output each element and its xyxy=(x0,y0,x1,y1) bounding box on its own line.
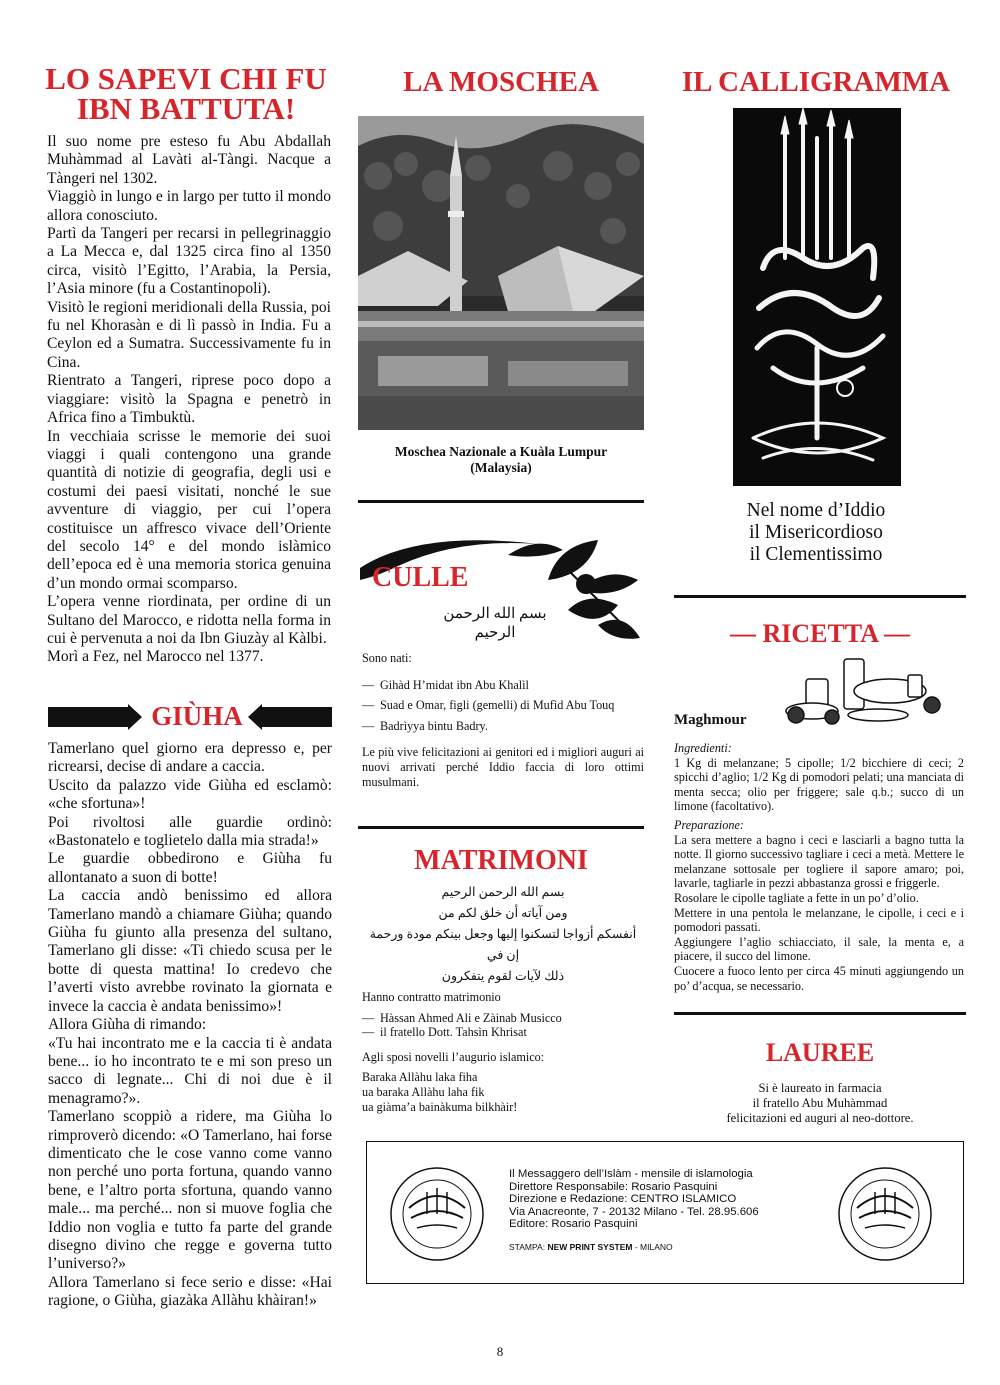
paragraph: Poi rivoltosi alle guardie ordinò: «Bastonatelo e toglietelo dalla mia strada!» xyxy=(48,813,332,850)
culle-arabic: بسم الله الرحمن الرحيم xyxy=(443,606,547,641)
banner-bar-right xyxy=(262,707,332,727)
ingredienti-text: 1 Kg di melanzane; 5 cipolle; 1/2 bicchiere di ceci; 2 spicchi d’aglio; 1/2 Kg di pomodori pelati; una manciata di menta secca; olio per friggere; sale q.b.; succo di un limone (facoltativo). xyxy=(674,755,964,814)
paragraph: Morì a Fez, nel Marocco nel 1377. xyxy=(47,648,264,666)
paragraph: Rientrato a Tangeri, riprese poco dopo a viaggiare: visitò la Spagna e penetrò in Africa fino a Timbuktù. xyxy=(47,372,331,427)
seal-icon xyxy=(387,1164,487,1264)
banner-arrow-right xyxy=(248,704,262,730)
culle-list xyxy=(362,678,644,734)
mosque-photo xyxy=(358,116,644,430)
calligramma-title: IL CALLIGRAMMA xyxy=(681,66,951,98)
calligramma-caption: Nel nome d’Iddio il Misericordioso il Clementissimo xyxy=(746,500,886,565)
giuha-text xyxy=(48,740,332,1311)
calligraphy-icon xyxy=(733,108,901,486)
giuha-title: GIÙHA xyxy=(151,701,243,731)
lauree-body: Si è laureato in farmacia il fratello Abu Muhàmmad felicitazioni ed auguri al neo-dottore. xyxy=(726,1081,914,1125)
divider xyxy=(674,595,966,598)
divider xyxy=(358,826,644,829)
stampa-line: STAMPA: NEW PRINT SYSTEM - MILANO xyxy=(509,1241,673,1252)
list-item: — Gihàd H’midat ibn Abu Khalìl xyxy=(362,677,529,692)
divider xyxy=(358,500,644,503)
culle-title: CULLE xyxy=(372,562,469,593)
ricetta-title: — RICETTA — xyxy=(729,619,911,648)
paragraph: Allora Tamerlano si fece serio e disse: «Hai ragione, o Giùha, giazàka Allàhu khàiran!» xyxy=(48,1273,332,1310)
paragraph: Le guardie obbedirono e Giùha fu allontanato a suon di botte! xyxy=(48,850,332,886)
matrimoni-body xyxy=(362,990,644,1114)
list-item: — Hàssan Ahmed Ali e Zàinab Musicco xyxy=(362,1010,562,1025)
calligram-image xyxy=(733,108,901,486)
colophon-box xyxy=(366,1141,964,1284)
colophon-text: Il Messaggero dell’Islàm - mensile di islamologia Direttore Responsabile: Rosario Pasquini Direzione e Redazione: CENTRO ISLAMICO Via Anacreonte, 7 - 20132 Milano - Tel. 28.95.606 Editore: Rosario Pasquini STAMPA: NEW PRINT SYSTEM - MILANO xyxy=(509,1168,839,1254)
list-item: — il fratello Dott. Tahsìn Khrisat xyxy=(362,1025,527,1040)
list-item: — Suad e Omar, figli (gemelli) di Mufìd Abu Touq xyxy=(362,698,615,713)
paragraph: Allora Giùha di rimando: xyxy=(48,1016,207,1034)
islamic-center-seal-left xyxy=(387,1164,487,1264)
ibn-battuta-title: LO SAPEVI CHI FU IBN BATTUTA! xyxy=(45,61,327,126)
preparazione-step: Aggiungere l’aglio schiacciato, il sale, la menta e, a piacere, il succo del limone. xyxy=(674,934,964,964)
ricetta-dish: Maghmour xyxy=(674,712,747,728)
giuha-banner xyxy=(48,701,332,731)
list-item: — Badrìyya bintu Badry. xyxy=(362,718,488,733)
paragraph: In vecchiaia scrisse le memorie dei suoi viaggi i quali contengono una grande quantità di notizie di geografia, degli usi e costumi dei paesi visitati, nonché le sue avventure di viaggio, per cui l’opera costituisce un affresco vivace dell’Oriente del secolo 14° e del mondo islàmico dell’epoca ed è una memoria storica genuina d’un mondo ormai scomparso. xyxy=(47,427,331,592)
paragraph: Partì da Tangeri per recarsi in pellegrinaggio a La Mecca e, dal 1325 circa fino al 1350 circa, visitò l’Egitto, l’Arabia, la Persia, l’Asia minore (fu a Costantinopoli). xyxy=(47,225,331,298)
paragraph: Viaggiò in lungo e in largo per tutto il mondo allora conosciuto. xyxy=(47,188,331,224)
islamic-center-seal-right xyxy=(835,1164,935,1264)
preparazione-label: Preparazione: xyxy=(674,817,744,832)
matrimoni-intro: Hanno contratto matrimonio xyxy=(362,990,501,1004)
paragraph: La caccia andò benissimo ed allora Tamerlano mandò a chiamare Giùha; quando Giùha fu giunto alla presenza del sultano, Tamerlano gli disse: «Ti chiedo scusa per le botte di questa mattina! Io credevo che l’averti visto avrebbe rovinato la giornata e invece la caccia è andata benissimo»! xyxy=(48,887,332,1015)
ingredienti-label: Ingredienti: xyxy=(674,741,732,755)
page-number: 8 xyxy=(496,1344,504,1359)
kitchenware-illustration xyxy=(782,655,944,727)
ricetta-body xyxy=(674,741,964,993)
banner-arrow-left xyxy=(128,704,142,730)
preparazione-step: La sera mettere a bagno i ceci e lasciarli a bagno tutta la notte. Il giorno successivo tagliare i ceci a metà. Mettere le melanzane sottosale per togliere il sapore amaro; poi, lavarle, tagliarle in pezzi abbastanza grossi e friggerle. xyxy=(674,832,964,891)
preparazione-step: Mettere in una pentola le melanzane, le cipolle, i ceci e i pomodori passati. xyxy=(674,905,964,935)
culle-body xyxy=(362,651,644,789)
paragraph: «Tu hai incontrato me e la caccia ti è andata bene... io ho incontrato te e mi son preso un sacco di legnate... Chi di noi due è il menagramo?». xyxy=(48,1034,332,1107)
moschea-caption: Moschea Nazionale a Kuàla Lumpur (Malaysia) xyxy=(394,444,608,475)
moschea-title: LA MOSCHEA xyxy=(403,66,599,98)
culle-intro: Sono nati: xyxy=(362,651,412,665)
paragraph: L’opera venne riordinata, per ordine di un Sultano del Marocco, e ridotta nella forma in cui è pervenuta a noi da Ibn Giuzày al Kàlbi. xyxy=(47,593,331,647)
matrimoni-title: MATRIMONI xyxy=(414,845,588,876)
paragraph: Visitò le regioni meridionali della Russia, poi fu nel Khorasàn e di lì passò in India. Fu a Ceylon ed a Sumatra. Successivamente fu in Cina. xyxy=(47,298,331,371)
mosque-illustration xyxy=(358,116,644,430)
matrimoni-blessing: Baraka Allàhu laka fiha ua baraka Allàhu laha fik ua giàma’a bainàkuma bilkhàir! xyxy=(362,1070,518,1114)
divider xyxy=(674,1012,966,1015)
matrimoni-wish: Agli sposi novelli l’augurio islamico: xyxy=(362,1049,545,1064)
paragraph: Uscito da palazzo vide Giùha ed esclamò: «che sfortuna»! xyxy=(48,776,332,813)
culle-note: Le più vive felicitazioni ai genitori ed i migliori auguri ai nuovi arrivati perché Iddio faccia di loro ottimi musulmani. xyxy=(362,745,644,789)
preparazione-step: Cuocere a fuoco lento per circa 45 minuti aggiungendo un po’ d’acqua, se necessario. xyxy=(674,963,964,993)
paragraph: Tamerlano scoppiò a ridere, ma Giùha lo rimproverò dicendo: «O Tamerlano, hai forse dimenticato che le cose vanno come vanno non perché uno porta fortuna, quando vanno bene, e l’altro porta sfortuna, quando vanno male... ma perché... non si muove foglia che Iddio non voglia e tutto fa parte del grande disegno divino che regge e governa tutto l’universo?» xyxy=(48,1108,332,1273)
seal-icon xyxy=(835,1164,935,1264)
paragraph: Il suo nome pre esteso fu Abu Abdallah Muhàmmad al Lavàti al-Tàngi. Nacque a Tàngeri nel 1302. xyxy=(47,133,331,187)
lauree-title: LAUREE xyxy=(765,1038,875,1067)
preparazione-step: Rosolare le cipolle tagliate a fette in un po’ d’olio. xyxy=(674,890,919,905)
cooking-pots-icon xyxy=(782,655,944,727)
matrimoni-arabic: بسم الله الرحمن الرحيم ومن آياته أن خلق لكم من أنفسكم أزواجا لتسكنوا إليها وجعل بينكم مودة ورحمة إن في ذلك لآيات لقوم يتفكرون xyxy=(369,885,637,983)
ibn-battuta-text xyxy=(47,133,331,667)
paragraph: Tamerlano quel giorno era depresso e, per ricrearsi, decise di andare a caccia. xyxy=(48,740,332,776)
matrimoni-list xyxy=(362,1011,644,1040)
banner-bar-left xyxy=(48,707,128,727)
